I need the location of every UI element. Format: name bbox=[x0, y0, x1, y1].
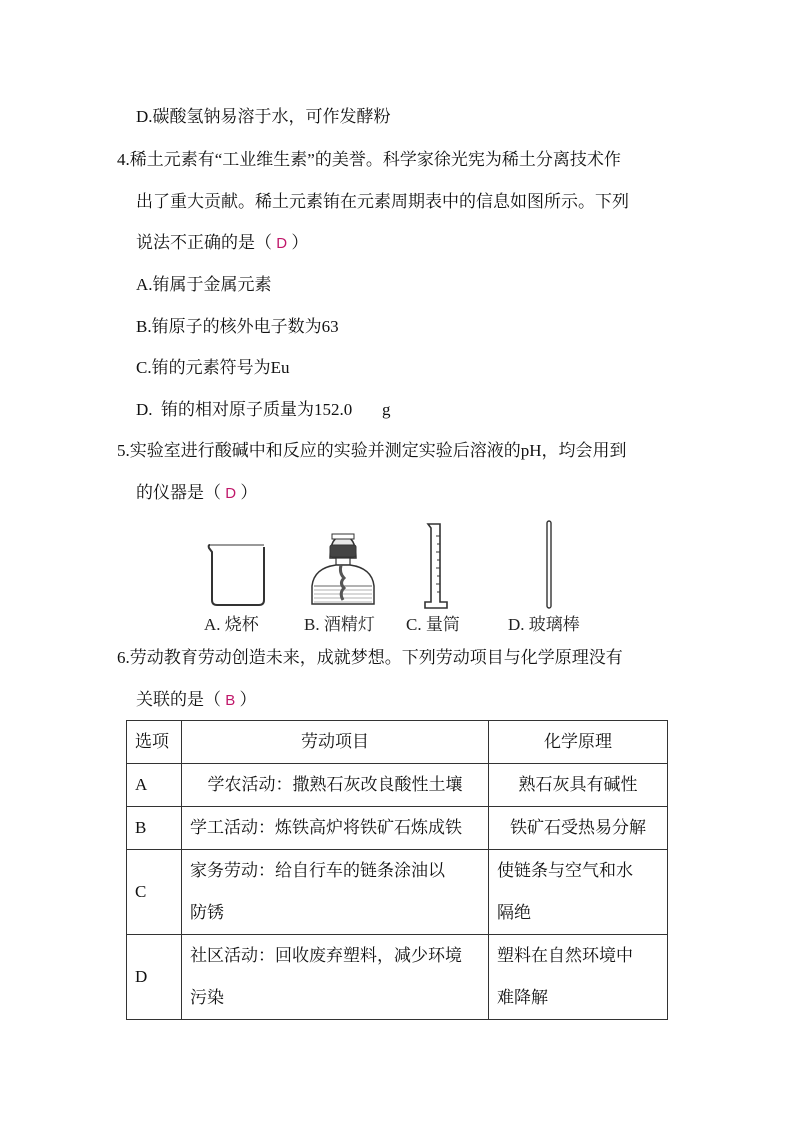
lab-instruments-figure bbox=[180, 520, 600, 635]
q6-stem-suffix: ） bbox=[235, 690, 257, 709]
q4-stem-line-1: 4.稀土元素有“工业维生素”的美誉。科学家徐光宪为稀土分离技术作 bbox=[117, 150, 621, 169]
row-principle-line-2: 难降解 bbox=[497, 988, 548, 1007]
q5-stem-line-1: 5.实验室进行酸碱中和反应的实验并测定实验后溶液的pH，均会用到 bbox=[117, 441, 627, 460]
row-project-line-1: 家务劳动：给自行车的链条涂油以 bbox=[190, 861, 445, 880]
q4-stem-suffix: ） bbox=[287, 233, 309, 252]
q5-stem-prefix: 的仪器是（ bbox=[136, 483, 226, 502]
q4-option-c: C.铕的元素符号为Eu bbox=[136, 358, 290, 377]
q4-stem-line-2: 出了重大贡献。稀土元素铕在元素周期表中的信息如图所示。下列 bbox=[136, 192, 629, 211]
q4-stem-prefix: 说法不正确的是（ bbox=[136, 233, 277, 252]
row-project bbox=[182, 850, 489, 935]
caption-alcohol-lamp: B. 酒精灯 bbox=[304, 615, 375, 634]
graduated-cylinder-image bbox=[423, 522, 449, 610]
beaker-image bbox=[206, 542, 270, 608]
q4-option-b: B.铕原子的核外电子数为63 bbox=[136, 317, 339, 336]
q4-option-d: D. 铕的相对原子质量为152.0 g bbox=[136, 400, 391, 419]
row-project: 学农活动：撒熟石灰改良酸性土壤 bbox=[182, 764, 489, 807]
q6-stem-prefix: 关联的是（ bbox=[136, 690, 226, 709]
row-project bbox=[182, 935, 489, 1020]
header-project: 劳动项目 bbox=[182, 721, 489, 764]
table-row bbox=[127, 850, 668, 935]
row-option: D bbox=[127, 935, 182, 1020]
q3-option-d: D.碳酸氢钠易溶于水，可作发酵粉 bbox=[136, 107, 391, 126]
header-option: 选项 bbox=[127, 721, 182, 764]
caption-glass-rod: D. 玻璃棒 bbox=[508, 615, 580, 634]
glass-rod-image bbox=[544, 520, 554, 610]
row-principle-line-1: 塑料在自然环境中 bbox=[497, 946, 633, 965]
q6-answer: B bbox=[225, 692, 236, 709]
q5-stem-line-2 bbox=[136, 483, 257, 504]
q6-stem-line-2 bbox=[136, 690, 257, 711]
q5-answer: D bbox=[225, 485, 237, 502]
caption-graduated-cylinder: C. 量筒 bbox=[406, 615, 460, 634]
q4-option-a: A.铕属于金属元素 bbox=[136, 275, 272, 294]
row-project: 学工活动：炼铁高炉将铁矿石炼成铁 bbox=[182, 807, 489, 850]
row-principle-line-1: 使链条与空气和水 bbox=[497, 861, 633, 880]
q4-stem-line-3 bbox=[136, 233, 308, 254]
table-row bbox=[127, 764, 668, 807]
row-project-line-2: 防锈 bbox=[190, 903, 224, 922]
row-option: A bbox=[127, 764, 182, 807]
row-principle bbox=[489, 850, 668, 935]
row-project-line-1: 社区活动：回收废弃塑料，减少环境 bbox=[190, 946, 462, 965]
q6-stem-line-1: 6.劳动教育劳动创造未来，成就梦想。下列劳动项目与化学原理没有 bbox=[117, 648, 623, 667]
q4-answer: D bbox=[276, 235, 288, 252]
labor-chemistry-table bbox=[126, 720, 668, 1020]
row-principle: 铁矿石受热易分解 bbox=[489, 807, 668, 850]
row-option: C bbox=[127, 850, 182, 935]
row-option: B bbox=[127, 807, 182, 850]
row-principle bbox=[489, 935, 668, 1020]
table-row bbox=[127, 935, 668, 1020]
row-principle-line-2: 隔绝 bbox=[497, 903, 531, 922]
table-header-row bbox=[127, 721, 668, 764]
table-row bbox=[127, 807, 668, 850]
header-principle: 化学原理 bbox=[489, 721, 668, 764]
q5-stem-suffix: ） bbox=[236, 483, 258, 502]
alcohol-lamp-image bbox=[308, 528, 378, 608]
row-project-line-2: 污染 bbox=[190, 988, 224, 1007]
row-principle: 熟石灰具有碱性 bbox=[489, 764, 668, 807]
caption-beaker: A. 烧杯 bbox=[204, 615, 259, 634]
